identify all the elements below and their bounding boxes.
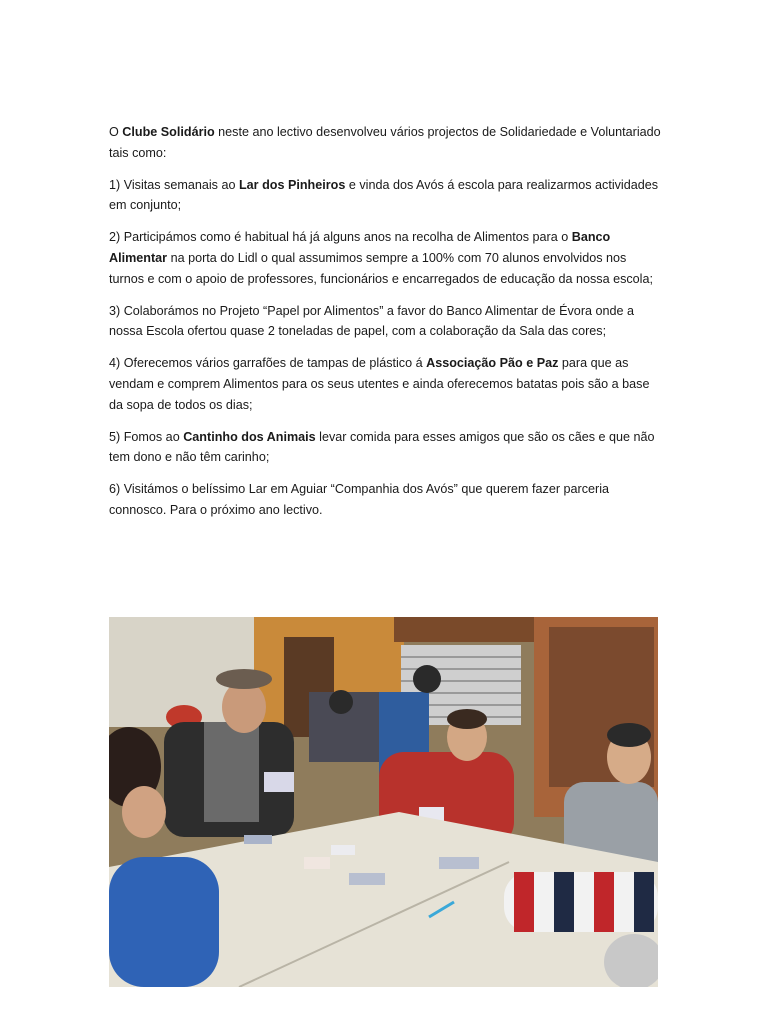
text: na porta do Lidl o qual assumimos sempre a 100% com 70 alunos envolvidos nos turnos e com o apoio de professores, funcionários e encarregados de educação da nossa escola; — [109, 250, 653, 286]
bold-text: Associação Pão e Paz — [426, 356, 559, 371]
text: 1) Visitas semanais ao — [109, 177, 239, 192]
text: levar comida para esses amigos que são os cães e que não tem dono e não têm carinho; — [109, 429, 655, 465]
text: para que as vendam e comprem Alimentos para os seus utentes e ainda oferecemos batatas pois são a base da sopa de todos os dias; — [109, 356, 650, 412]
child-blue-jacket — [109, 857, 219, 987]
text: 5) Fomos ao — [109, 429, 184, 444]
text: 2) Participámos como é habitual há já alguns anos na recolha de Alimentos para o — [109, 230, 572, 245]
paragraph — [109, 122, 661, 163]
bold-text: Cantinho dos Animais — [183, 429, 316, 444]
text: 4) Oferecemos vários garrafões de tampas de plástico á — [109, 356, 427, 371]
striped-sleeve — [504, 872, 658, 932]
text: 3) Colaborámos no Projeto “Papel por Alimentos” a favor do Banco Alimentar de Évora onde a nossa Escola ofertou quase 2 toneladas de papel, com a colaboração da Sala das cores; — [109, 303, 635, 339]
photo — [109, 617, 658, 987]
paragraph — [109, 479, 661, 520]
bold-text: Lar dos Pinheiros — [238, 177, 346, 192]
text: O — [109, 125, 123, 139]
paragraph — [109, 301, 661, 342]
paragraph — [109, 175, 661, 216]
text: 6) Visitámos o belíssimo Lar em Aguiar “Companhia dos Avós” que querem fazer parceria connosco. Para o próximo ano lectivo. — [109, 482, 610, 517]
paragraph — [109, 353, 661, 415]
photo-illustration — [109, 617, 658, 987]
text: e vinda dos Avós á escola para realizarmos actividades em conjunto; — [109, 177, 659, 213]
text: neste ano lectivo desenvolveu vários projectos de Solidariedade e Voluntariado tais como: — [109, 125, 661, 160]
document-text — [109, 122, 661, 532]
bold-text: Clube Solidário — [122, 125, 215, 139]
paragraph — [109, 427, 661, 468]
bold-text: Banco Alimentar — [109, 230, 611, 265]
paragraph — [109, 227, 661, 289]
